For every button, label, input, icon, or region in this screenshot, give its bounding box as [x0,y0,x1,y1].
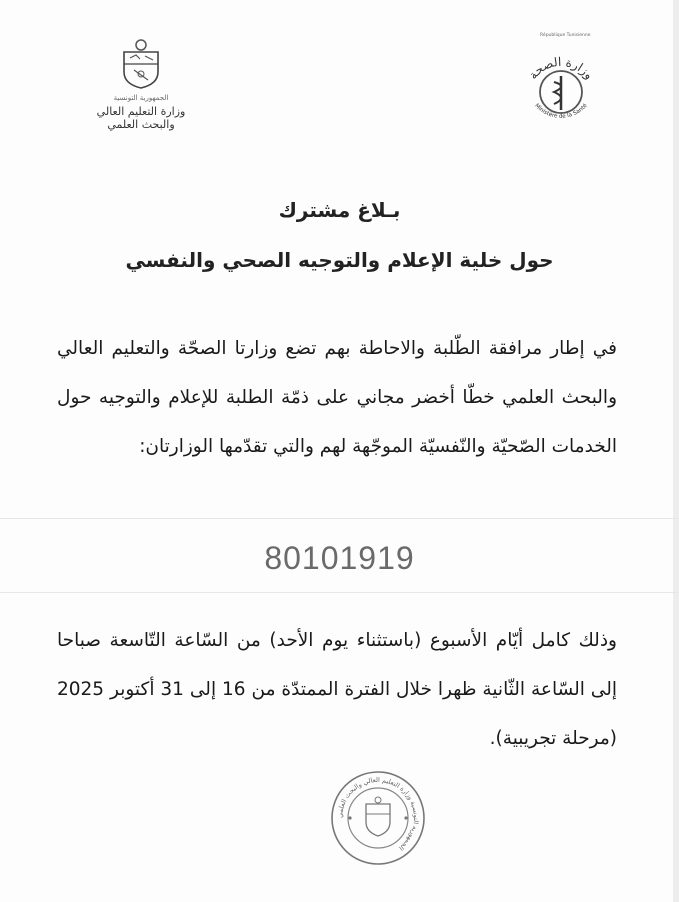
official-stamp [328,768,428,868]
scan-divider [0,518,679,519]
scan-divider [0,592,679,593]
announcement-title: بـلاغ مشترك [278,198,401,222]
stamp-text: الجمهورية التونسية وزارة التعليم العالي والبحث العلمي [335,775,421,853]
tunisia-coat-of-arms-icon [120,38,162,90]
logo-left-ministry-line2: والبحث العلمي [107,118,175,131]
logo-right-french: Ministère de la Santé [533,102,589,120]
higher-education-logo [96,38,186,138]
announcement-subtitle: حول خلية الإعلام والتوجيه الصحي والنفسي [125,248,554,272]
hotline-number: 80101919 [264,540,415,576]
body-paragraph-intro: في إطار مرافقة الطّلبة والاحاطة بهم تضع وزارتا الصحّة والتعليم العالي والبحث العلمي خطّا أخضر مجاني على ذمّة الطلبة للإعلام والتوجيه حول الخدمات الصّحيّة والنّفسيّة الموجّهة لهم والتي تقدّمها الوزارتان: [57,338,617,457]
logo-right-arabic: وزارة الصحة [525,54,597,82]
logo-left-republic: الجمهورية التونسية [113,94,169,102]
scan-edge [673,0,679,902]
stamp-seal-icon [328,768,428,868]
body-paragraph-schedule: وذلك كامل أيّام الأسبوع (باستثناء يوم الأحد) من السّاعة التّاسعة صباحا إلى السّاعة الثّانية ظهرا خلال الفترة الممتدّة من 16 إلى 31 أكتوبر 2025 (مرحلة تجريبية). [57,630,617,749]
logo-right-republic: République Tunisienne [540,33,591,38]
logo-left-ministry-line1: وزارة التعليم العالي [96,105,186,118]
health-ministry-logo [516,28,606,138]
